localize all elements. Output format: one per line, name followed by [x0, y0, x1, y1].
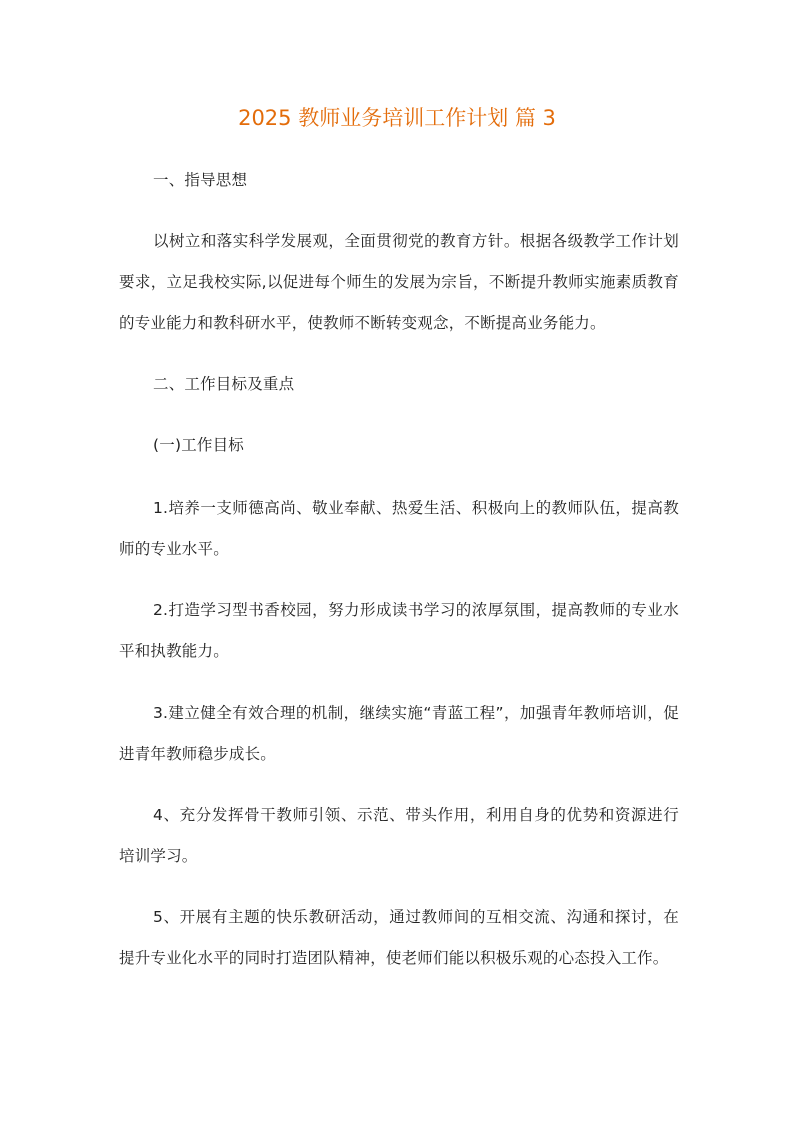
subheading-work-goals: (一)工作目标 — [153, 436, 244, 454]
goal-item-4: 4、充分发挥骨干教师引领、示范、带头作用，利用自身的优势和资源进行培训学习。 — [119, 806, 679, 865]
heading-goals-and-focus: 二、工作目标及重点 — [153, 375, 295, 393]
paragraph-guiding-ideology: 以树立和落实科学发展观，全面贯彻党的教育方针。根据各级教学工作计划要求，立足我校实际,以促进每个师生的发展为宗旨，不断提升教师实施素质教育的专业能力和教科研水平，使教师不断转变观念，不断提高业务能力。 — [119, 232, 679, 332]
goal-item-3: 3.建立健全有效合理的机制，继续实施“青蓝工程”，加强青年教师培训，促进青年教师稳步成长。 — [119, 704, 679, 763]
goal-item-2: 2.打造学习型书香校园，努力形成读书学习的浓厚氛围，提高教师的专业水平和执教能力。 — [119, 601, 679, 660]
goal-item-5: 5、开展有主题的快乐教研活动，通过教师间的互相交流、沟通和探讨，在提升专业化水平的同时打造团队精神，使老师们能以积极乐观的心态投入工作。 — [119, 908, 679, 967]
heading-guiding-ideology: 一、指导思想 — [153, 171, 248, 189]
goal-item-1: 1.培养一支师德高尚、敬业奉献、热爱生活、积极向上的教师队伍，提高教师的专业水平。 — [119, 499, 679, 558]
document-title: 2025 教师业务培训工作计划 篇 3 — [238, 106, 556, 130]
